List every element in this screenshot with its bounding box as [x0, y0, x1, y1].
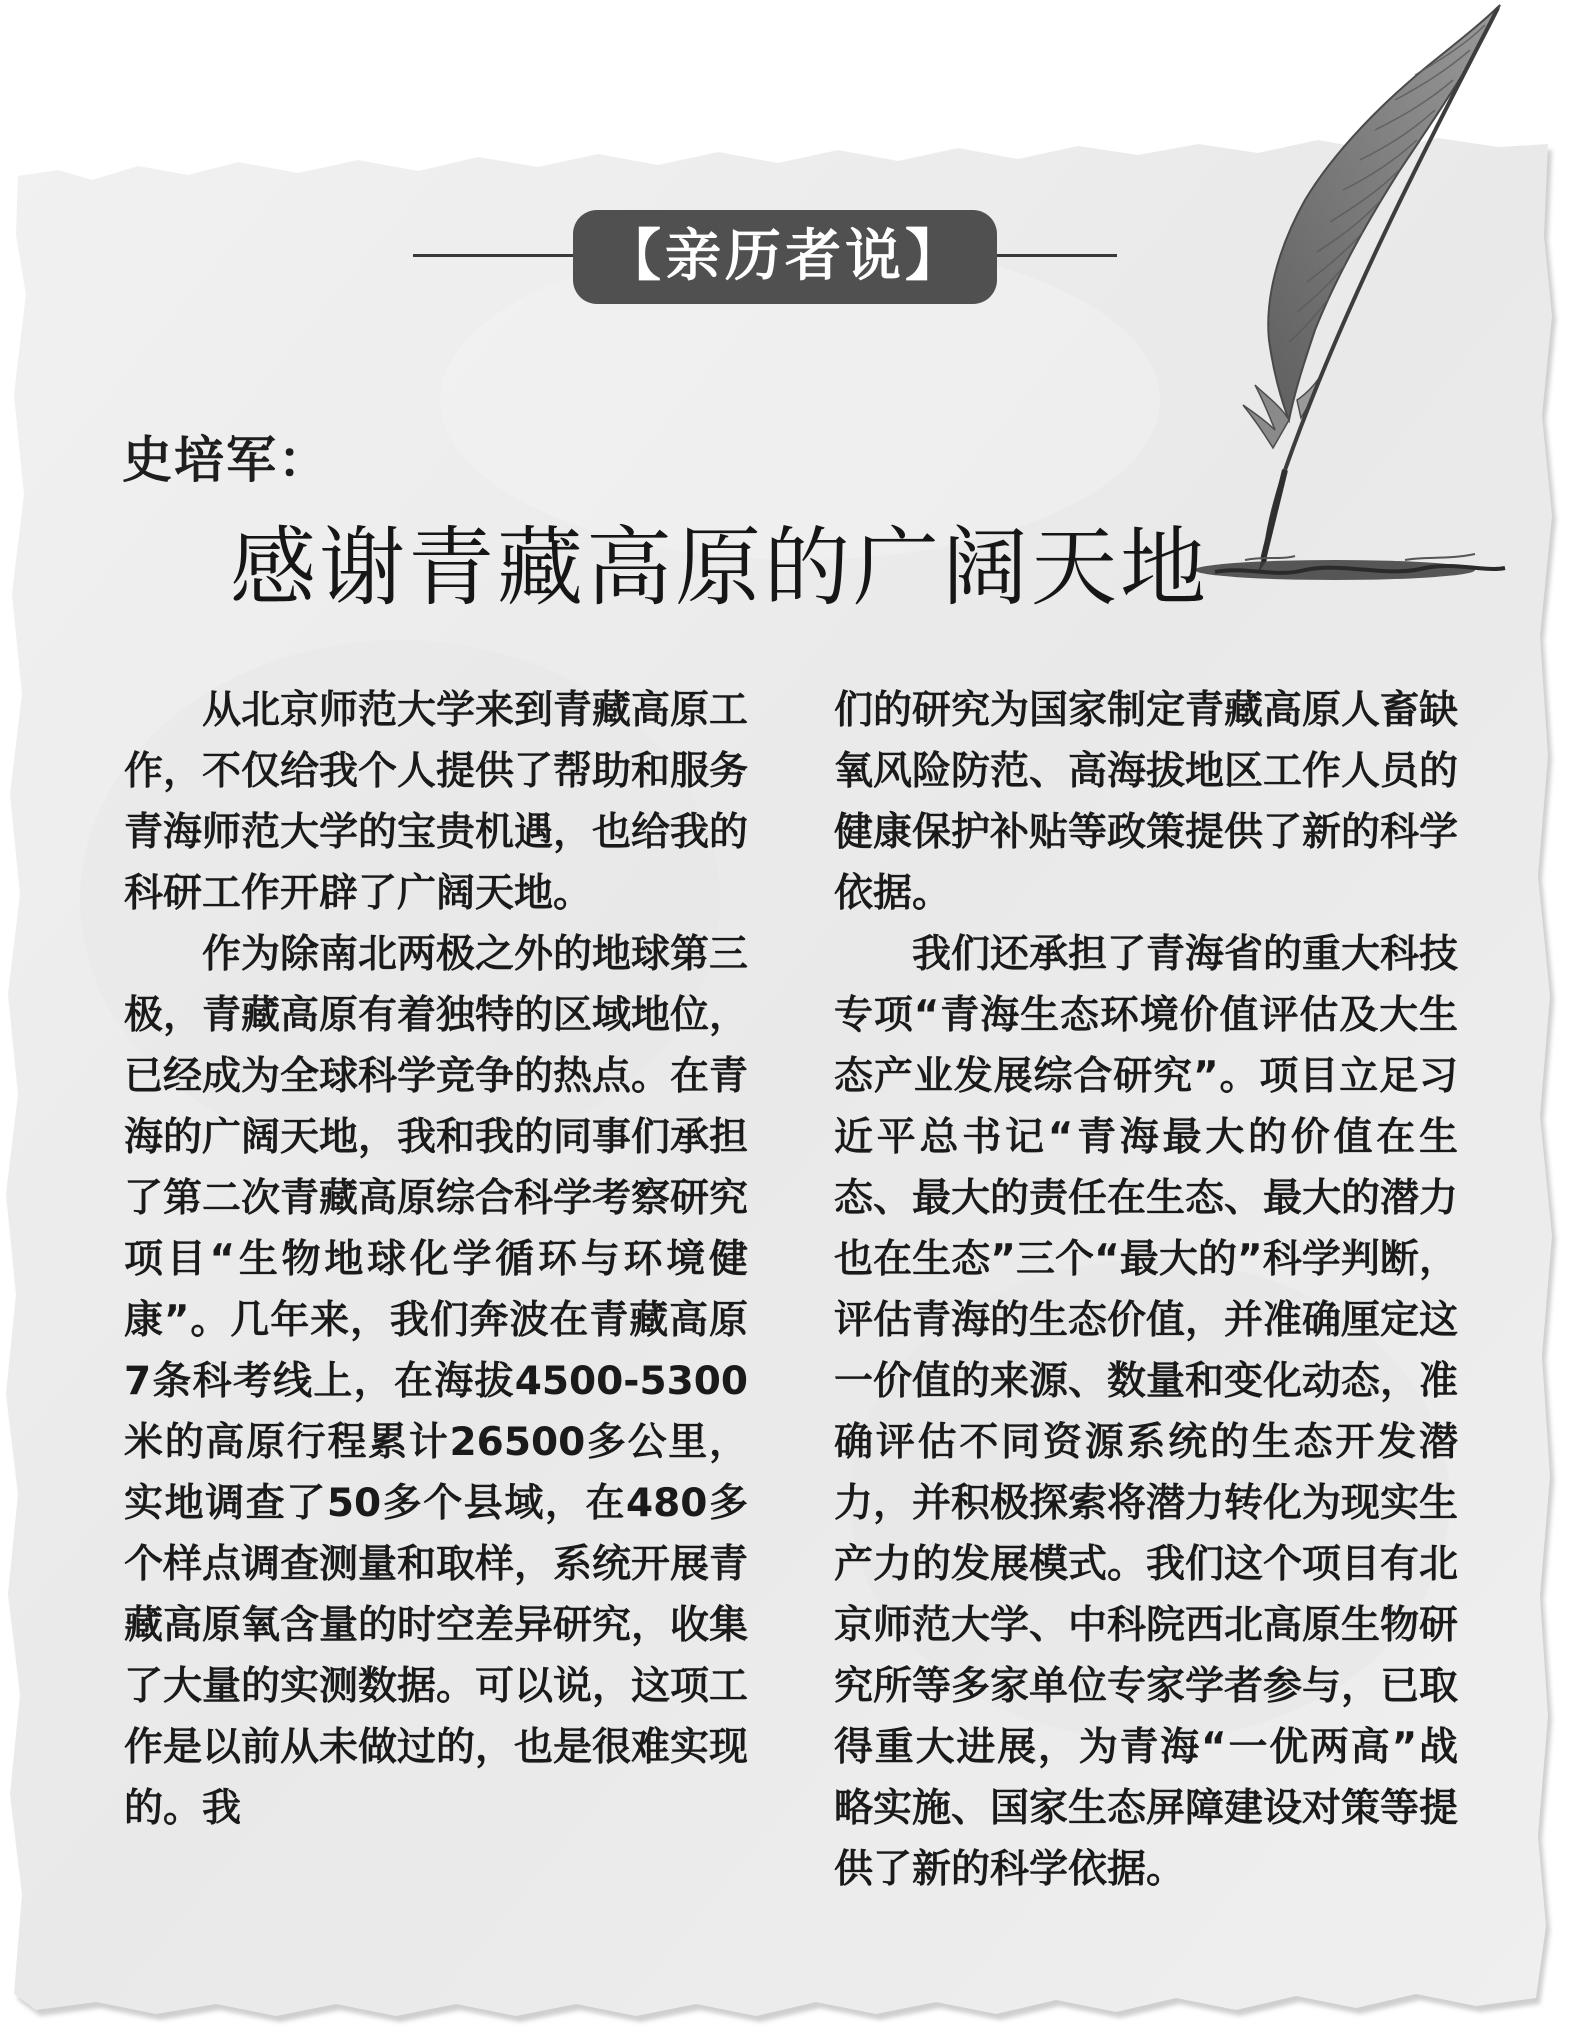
paragraph: 们的研究为国家制定青藏高原人畜缺氧风险防范、高海拔地区工作人员的健康保护补贴等政策提供了新的科学依据。 — [834, 688, 1459, 916]
article-title: 感谢青藏高原的广阔天地 — [230, 518, 1209, 618]
paragraph: 从北京师范大学来到青藏高原工作，不仅给我个人提供了帮助和服务青海师范大学的宝贵机遇，也给我的科研工作开辟了广阔天地。 — [124, 688, 749, 916]
banner-label: 【亲历者说】 — [573, 210, 997, 304]
banner-rule-right — [997, 254, 1117, 257]
paragraph: 我们还承担了青海省的重大科技专项“青海生态环境价值评估及大生态产业发展综合研究”。项目立足习近平总书记“青海最大的价值在生态、最大的责任在生态、最大的潜力也在生态”三个“最大的”科学判断，评估青海的生态价值，并准确厘定这一价值的来源、数量和变化动态，准确评估不同资源系统的生态开发潜力，并积极探索将潜力转化为现实生产力的发展模式。我们这个项目有北京师范大学、中科院西北高原生物研究所等多家单位专家学者参与，已取得重大进展，为青海“一优两高”战略实施、国家生态屏障建设对策等提供了新的科学依据。 — [834, 932, 1459, 1892]
banner-rule-left — [413, 254, 573, 257]
paragraph: 作为除南北两极之外的地球第三极，青藏高原有着独特的区域地位，已经成为全球科学竞争的热点。在青海的广阔天地，我和我的同事们承担了第二次青藏高原综合科学考察研究项目“生物地球化学循环与环境健康”。几年来，我们奔波在青藏高原7条科考线上，在海拔4500-5300米的高原行程累计26500多公里，实地调查了50多个县域，在480多个样点调查测量和取样，系统开展青藏高原氧含量的时空差异研究，收集了大量的实测数据。可以说，这项工作是以前从未做过的，也是很难实现的。我 — [124, 932, 749, 1831]
section-banner — [405, 200, 1125, 310]
quill-pen-icon — [1185, 0, 1515, 600]
article-column-right — [834, 680, 1458, 1900]
author-name: 史培军： — [122, 431, 330, 489]
article-column-left — [124, 680, 748, 1839]
